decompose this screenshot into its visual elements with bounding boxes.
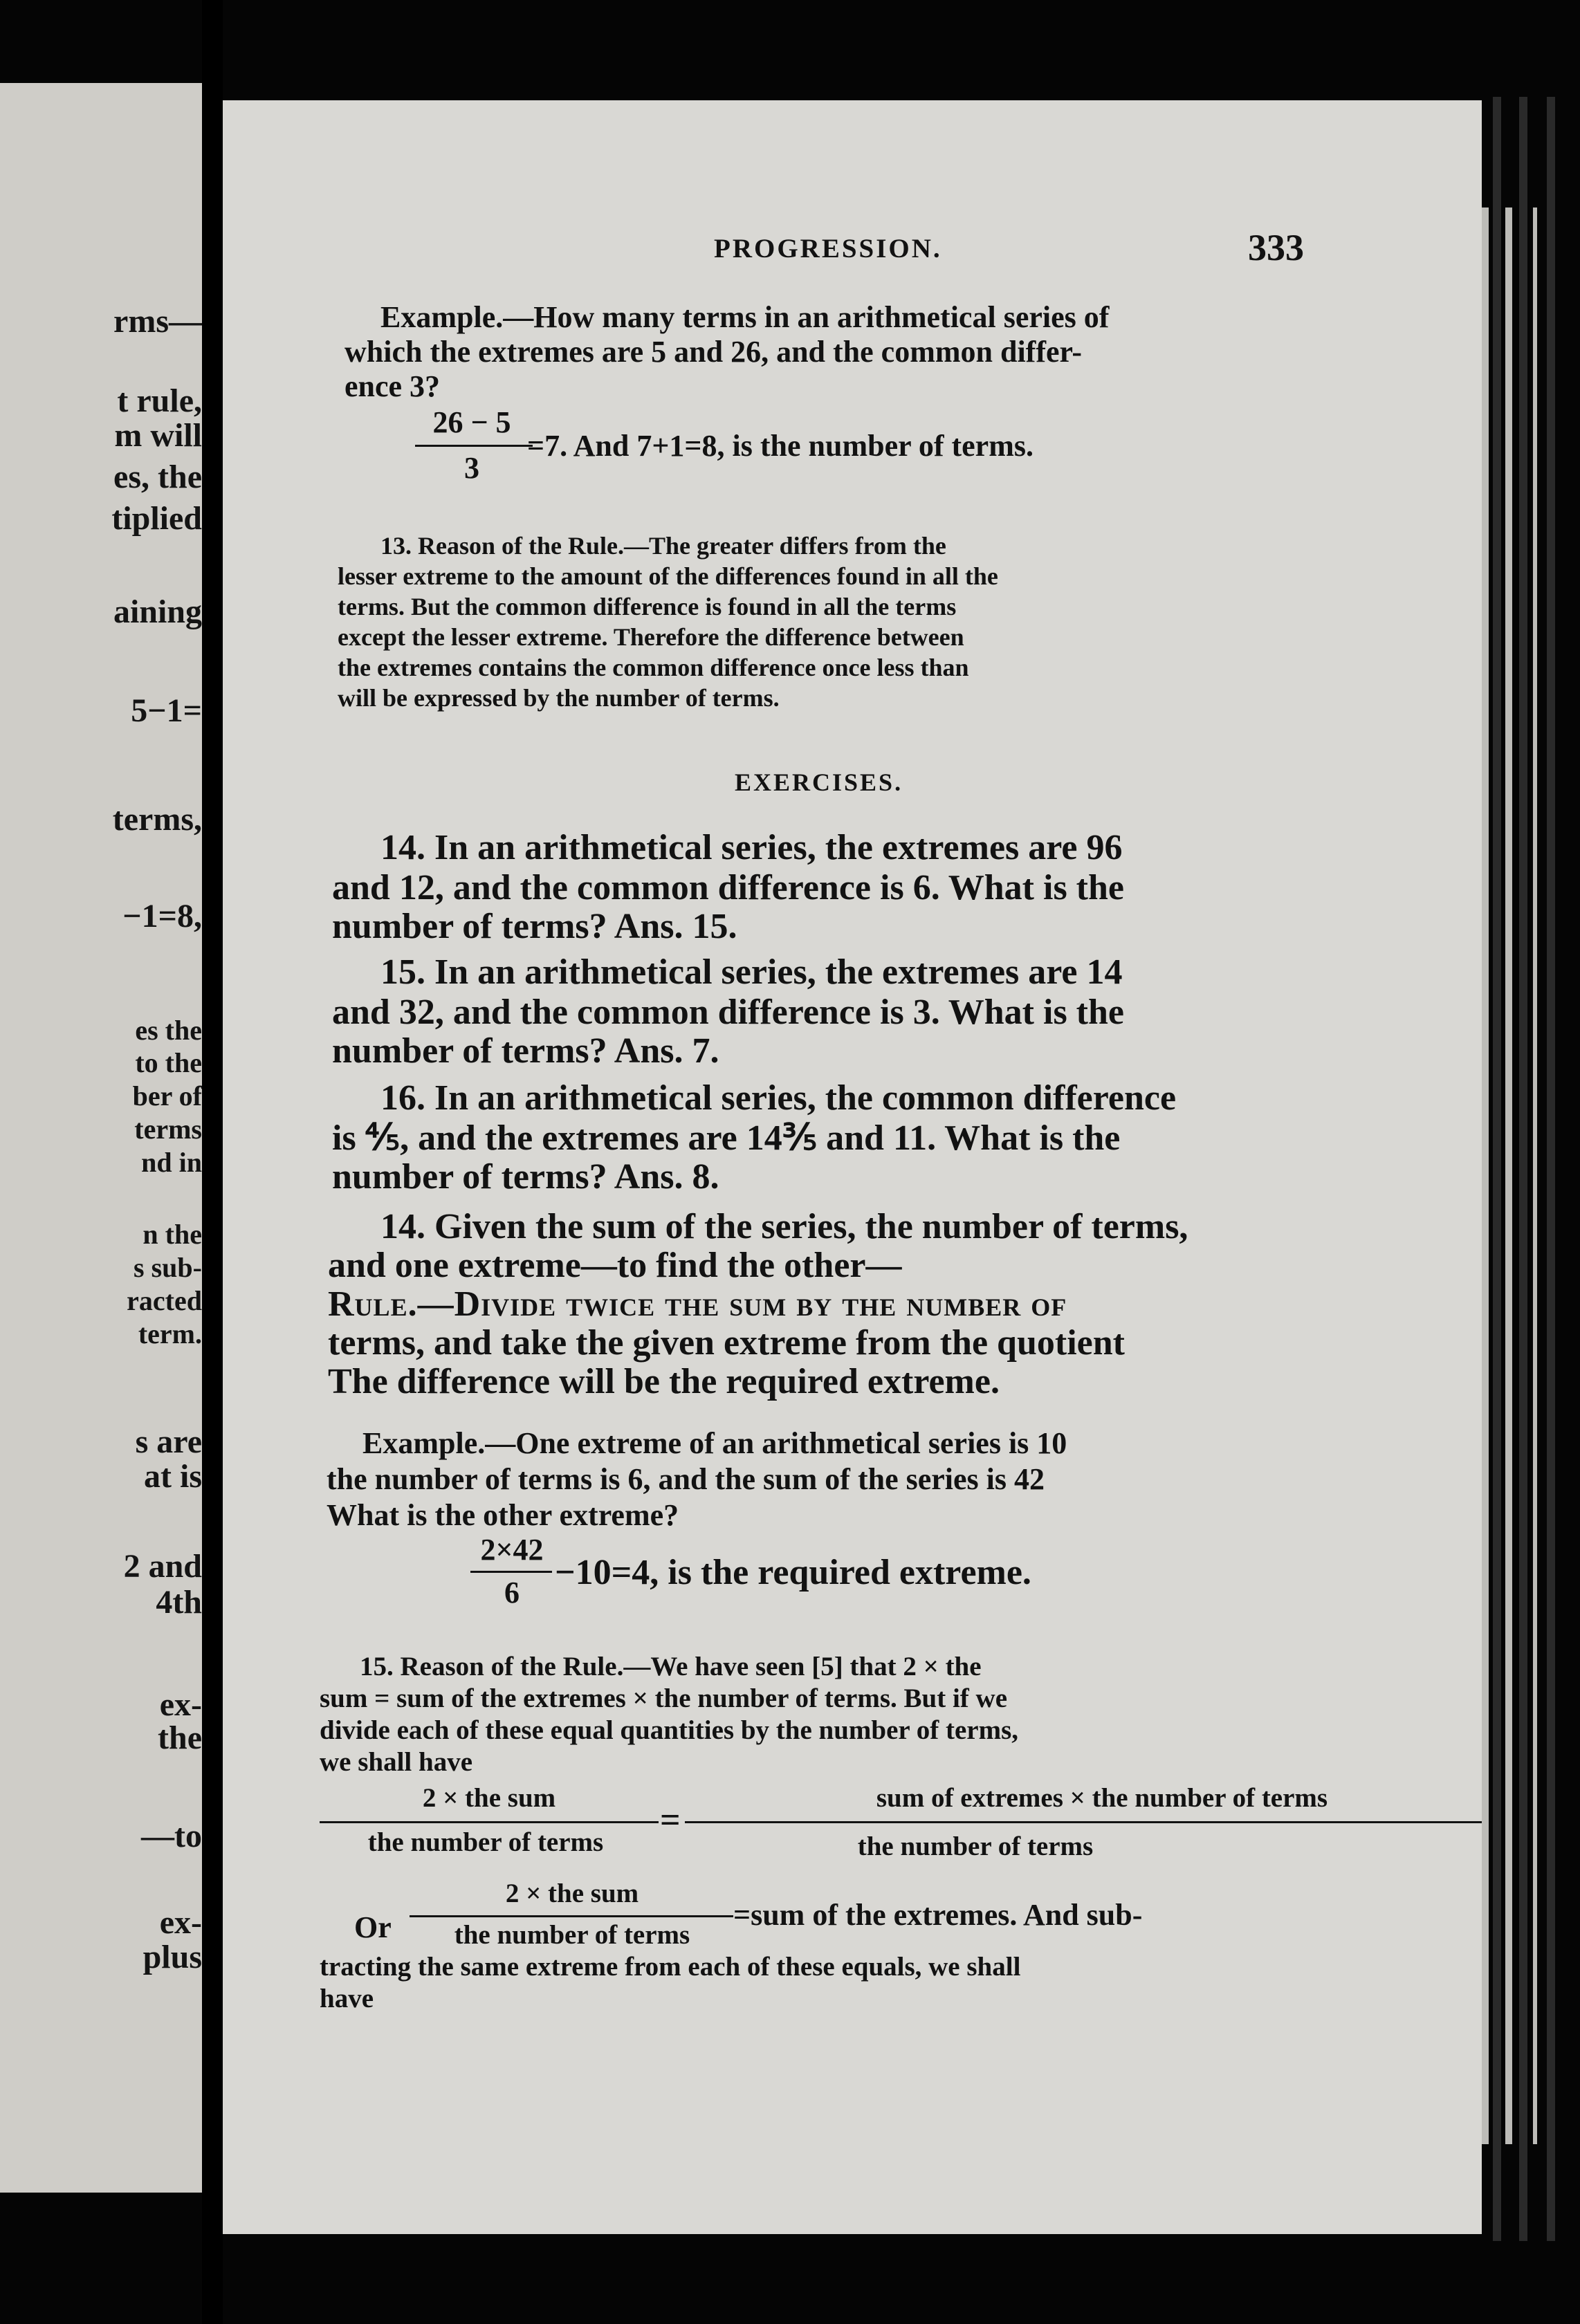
example2-fraction-denominator: 6 [504,1576,520,1610]
eq1-right-numerator: sum of extremes × the number of terms [876,1783,1328,1813]
facing-page-fragment: the [158,1719,202,1756]
facing-page-fragment: terms [134,1114,202,1145]
reason13-line: the extremes contains the common difference once less than [338,654,969,681]
reason15-line: 15. Reason of the Rule.—We have seen [5] that 2 × the [360,1652,982,1681]
facing-page-fragment: 2 and [123,1548,202,1585]
eq1-left-bar [320,1821,659,1823]
exercise-line: 14. In an arithmetical series, the extremes are 96 [380,828,1123,867]
page-edge [1519,97,1527,2241]
rule-line: Rule.—Divide twice the sum by the number of [328,1284,1067,1324]
reason15-line: sum = sum of the extremes × the number of terms. But if we [320,1684,1008,1713]
exercise-line: number of terms? Ans. 15. [332,907,737,946]
or-label: Or [354,1910,392,1944]
eq1-right-denominator: the number of terms [857,1832,1094,1861]
example1-fraction-numerator: 26 − 5 [432,405,511,439]
eq2-numerator: 2 × the sum [505,1879,639,1908]
example1-result: =7. And 7+1=8, is the number of terms. [527,429,1034,463]
page-edge [1505,208,1512,2144]
facing-page-fragment: n the [143,1219,202,1250]
eq2-result: =sum of the extremes. And sub- [733,1898,1143,1932]
facing-page-fragment: tiplied [111,500,202,537]
example1-line: ence 3? [345,369,441,403]
example2-line: the number of terms is 6, and the sum of the series is 42 [327,1462,1045,1496]
facing-page-fragment: es, the [113,459,202,495]
facing-page-fragment: —to [141,1818,202,1854]
exercise-line: 16. In an arithmetical series, the common difference [380,1078,1177,1118]
reason15-line: divide each of these equal quantities by the number of terms, [320,1715,1019,1745]
example2-fraction-numerator: 2×42 [480,1533,544,1567]
facing-page-fragment: rms— [113,303,202,340]
facing-page-fragment: to the [135,1047,202,1078]
facing-page-fragment: es the [135,1015,202,1046]
facing-page-fragment: m will [114,417,202,454]
exercise-line: is ⅘, and the extremes are 14⅗ and 11. What is the [332,1118,1121,1158]
section14-line: terms, and take the given extreme from the quotient [328,1323,1125,1363]
section14-line: 14. Given the sum of the series, the number of terms, [380,1207,1188,1246]
facing-page-fragment: racted [127,1285,202,1316]
facing-page-fragment: aining [113,593,202,630]
example2-line: Example.—One extreme of an arithmetical series is 10 [362,1426,1067,1460]
facing-page-fragment: t rule, [117,382,202,419]
facing-page-fragment: terms, [112,801,202,838]
reason15-line: we shall have [320,1747,473,1777]
example1-fraction-bar [415,445,533,447]
example2-result: −10=4, is the required extreme. [555,1553,1031,1592]
facing-page-fragment: 4th [156,1584,202,1621]
facing-page-fragment: plus [143,1939,202,1975]
eq1-equals-sign: = [660,1800,681,1840]
eq1-right-bar [685,1821,1482,1823]
page-edge [1482,208,1489,2144]
facing-page-fragment: s sub- [134,1252,202,1283]
exercise-line: number of terms? Ans. 7. [332,1031,719,1071]
facing-page-fragment: s are [135,1423,202,1460]
reason13-line: lesser extreme to the amount of the differences found in all the [338,562,998,590]
page-edge [1547,97,1555,2241]
reason15-tail-line: have [320,1984,374,2013]
example2-fraction-bar [470,1571,552,1573]
facing-page-fragment: ex- [159,1904,202,1941]
page-edge [1533,208,1537,2144]
facing-page-fragment: at is [144,1458,202,1495]
facing-page-fragment: nd in [141,1147,202,1178]
page-number: 333 [1248,227,1304,268]
eq1-left-numerator: 2 × the sum [422,1783,556,1813]
facing-page-fragment: −1=8, [122,898,202,934]
page-edge [1493,97,1501,2241]
section14-line: The difference will be the required extreme. [328,1362,1000,1401]
facing-page-fragment: 5−1= [131,692,202,729]
facing-page-fragment: term. [138,1318,202,1349]
example1-fraction-denominator: 3 [464,451,479,485]
reason13-line: 13. Reason of the Rule.—The greater differs from the [380,532,946,560]
example1-line: which the extremes are 5 and 26, and the common differ- [345,335,1083,369]
eq2-denominator: the number of terms [454,1920,690,1950]
exercises-heading: EXERCISES. [735,768,903,796]
facing-page-fragment: ex- [159,1686,202,1723]
reason13-line: except the lesser extreme. Therefore the difference between [338,623,964,651]
exercise-line: and 32, and the common difference is 3. What is the [332,993,1124,1032]
reason15-tail-line: tracting the same extreme from each of these equals, we shall [320,1952,1021,1982]
example1-line: Example.—How many terms in an arithmetical series of [380,300,1110,334]
facing-page-fragment: ber of [132,1080,202,1112]
eq2-bar [410,1915,733,1917]
reason13-line: will be expressed by the number of terms. [338,684,780,712]
exercise-line: 15. In an arithmetical series, the extremes are 14 [380,952,1123,992]
running-head: PROGRESSION. [714,234,942,264]
facing-page [0,83,202,2193]
example2-line: What is the other extreme? [327,1498,679,1532]
reason13-line: terms. But the common difference is found in all the terms [338,593,957,620]
exercise-line: and 12, and the common difference is 6. What is the [332,868,1124,907]
eq1-left-denominator: the number of terms [367,1827,604,1857]
section14-line: and one extreme—to find the other— [328,1246,902,1285]
exercise-line: number of terms? Ans. 8. [332,1157,719,1197]
book-gutter [202,0,223,2324]
book-page [223,100,1482,2234]
